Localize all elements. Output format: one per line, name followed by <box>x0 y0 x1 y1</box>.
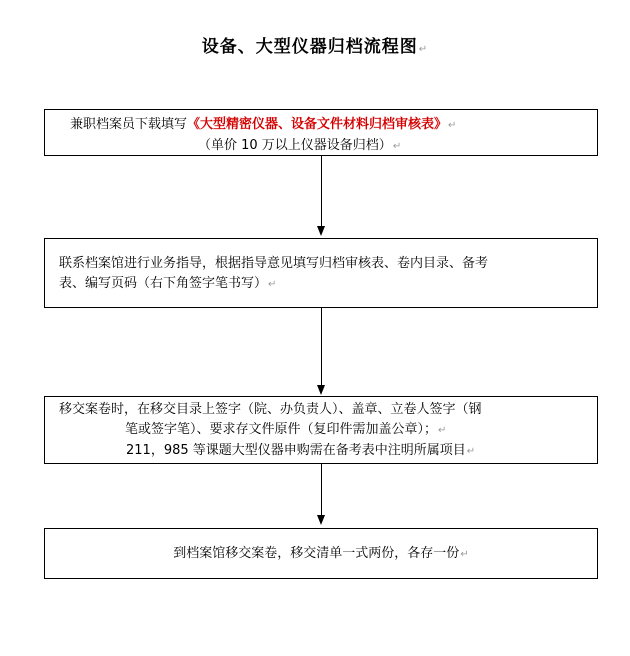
step-1-form-title: 《大型精密仪器、设备文件材料归档审核表》 <box>187 117 448 132</box>
step-3-text: 笔或签字笔）、要求存文件原件（复印件需加盖公章）； <box>125 422 438 437</box>
step-4-line-1 <box>45 544 597 565</box>
arrowhead-1 <box>317 226 325 236</box>
flow-step-4 <box>44 528 598 579</box>
step-1-line-2 <box>70 136 597 157</box>
step-1-text: 兼职档案员下载填写 <box>70 117 188 132</box>
flow-step-1 <box>44 109 598 156</box>
step-4-text: 到档案馆移交案卷，移交清单一式两份，各存一份 <box>173 546 460 561</box>
step-2-line-1: 联系档案馆进行业务指导，根据指导意见填写归档审核表、卷内目录、备考 <box>59 256 489 271</box>
flow-arrow-3 <box>321 464 322 515</box>
return-mark: ↵ <box>438 425 447 436</box>
step-3-line-1: 移交案卷时，在移交目录上签字（院、办负责人）、盖章、立卷人签字（钢 <box>59 402 482 417</box>
step-2-text: 表、编写页码（右下角签字笔书写） <box>59 276 268 291</box>
return-mark: ↵ <box>460 549 469 560</box>
flow-step-2 <box>44 238 598 308</box>
step-3-project-note: 211，985 等课题大型仪器申购需在备考表中注明所属项目 <box>126 443 466 458</box>
page-title <box>0 32 630 57</box>
step-3-line-3 <box>59 441 597 462</box>
return-mark: ↵ <box>268 279 277 290</box>
step-3-line-2 <box>59 420 597 441</box>
return-mark: ↵ <box>448 120 457 131</box>
flow-step-3 <box>44 396 598 464</box>
title-text: 设备、大型仪器归档流程图 <box>201 37 418 57</box>
arrowhead-3 <box>317 515 325 525</box>
step-1-line-1 <box>70 115 597 136</box>
flow-arrow-1 <box>321 156 322 226</box>
return-mark: ↵ <box>392 141 402 152</box>
step-2-line-2 <box>59 274 597 295</box>
step-1-note: （单价 10 万以上仪器设备归档） <box>198 138 392 153</box>
flow-arrow-2 <box>321 308 322 385</box>
arrowhead-2 <box>317 385 325 395</box>
return-mark: ↵ <box>466 446 476 457</box>
return-mark: ↵ <box>418 44 429 55</box>
